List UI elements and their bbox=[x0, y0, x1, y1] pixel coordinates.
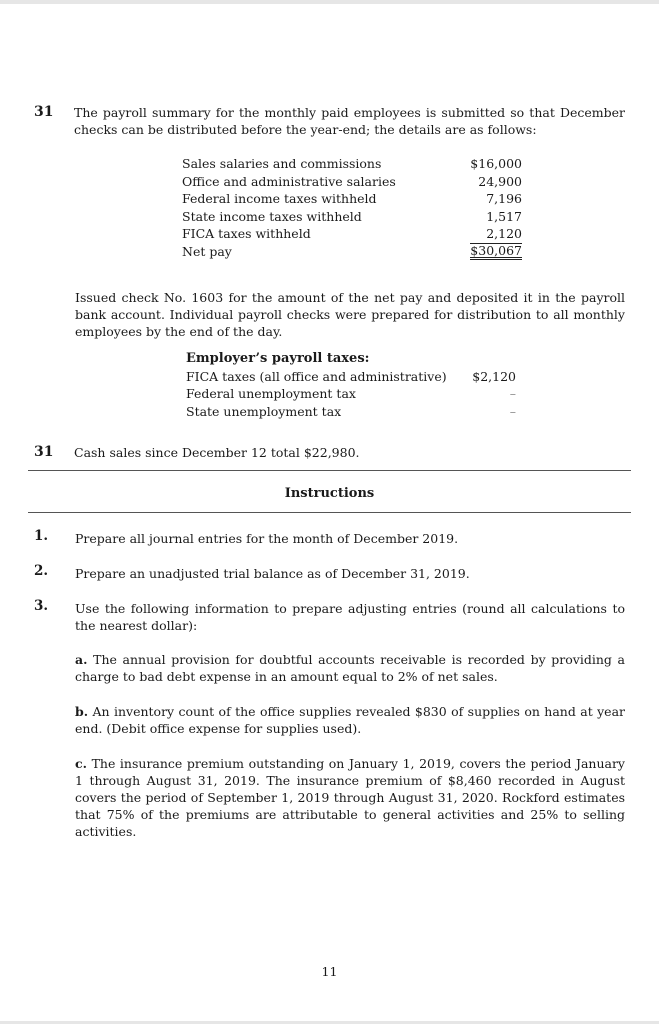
row-amount: $16,000 bbox=[470, 156, 522, 171]
instruction-number: 3. bbox=[34, 598, 49, 614]
instructions-title: Instructions bbox=[284, 486, 375, 501]
entry-paragraph: Issued check No. 1603 for the amount of the net pay and deposited it in the payroll bank account. Individual payroll checks were prepared for distribution to all monthly employees by the end of the day. bbox=[75, 290, 625, 339]
table-row bbox=[186, 385, 516, 403]
instruction-text: Use the following information to prepare adjusting entries (round all calculations to the nearest dollar): bbox=[75, 601, 625, 633]
table-row bbox=[186, 368, 516, 386]
row-label: FICA taxes withheld bbox=[182, 226, 311, 241]
table-row bbox=[182, 190, 522, 208]
row-label: Federal unemployment tax bbox=[186, 386, 356, 401]
row-label: Net pay bbox=[182, 243, 232, 259]
sub-item-letter: b. bbox=[75, 704, 89, 719]
table-row bbox=[182, 155, 522, 173]
table-row bbox=[186, 403, 516, 421]
instruction-number: 1. bbox=[34, 528, 49, 544]
row-amount: 2,120 bbox=[486, 226, 522, 241]
sub-item-b bbox=[75, 703, 625, 737]
sub-item-text: The insurance premium outstanding on January 1, 2019, covers the period January 1 through August 31, 2019. The insurance premium of $8,460 recorded in August covers the period of September 1, 2019 through August 31, 2020. Rockford estimates that 75% of the premiums are attributable to general activities and 25% to selling activities. bbox=[75, 756, 625, 839]
entry-day: 31 bbox=[34, 444, 54, 460]
row-label: Office and administrative salaries bbox=[182, 173, 396, 189]
row-label: Federal income taxes withheld bbox=[182, 191, 377, 206]
row-amount: – bbox=[509, 386, 516, 401]
sub-item-c bbox=[75, 755, 625, 840]
entry-description: Cash sales since December 12 total $22,980. bbox=[74, 445, 360, 460]
table-row-total bbox=[182, 243, 522, 261]
row-label: State unemployment tax bbox=[186, 403, 342, 419]
row-amount: 1,517 bbox=[486, 208, 522, 224]
divider bbox=[28, 512, 631, 513]
table-row bbox=[182, 225, 522, 243]
table-row bbox=[182, 173, 522, 191]
instruction-text: Prepare an unadjusted trial balance as of December 31, 2019. bbox=[75, 566, 470, 581]
entry-day: 31 bbox=[34, 104, 54, 120]
employer-taxes-title: Employer’s payroll taxes: bbox=[186, 351, 370, 366]
sub-item-letter: a. bbox=[75, 652, 88, 667]
journal-entry-payroll bbox=[34, 104, 625, 144]
divider bbox=[28, 470, 631, 471]
row-amount: $2,120 bbox=[472, 368, 516, 384]
payroll-summary-table bbox=[182, 155, 522, 260]
sub-item-letter: c. bbox=[75, 756, 87, 771]
instruction-text: Prepare all journal entries for the month of December 2019. bbox=[75, 531, 459, 546]
table-row bbox=[182, 208, 522, 226]
row-amount-total: $30,067 bbox=[470, 243, 522, 261]
sub-item-text: The annual provision for doubtful accounts receivable is recorded by providing a charge to bad debt expense in an amount equal to 2% of net sales. bbox=[75, 652, 625, 684]
row-label: FICA taxes (all office and administrative) bbox=[186, 368, 447, 384]
row-amount: – bbox=[509, 403, 516, 419]
row-amount: 24,900 bbox=[478, 173, 522, 189]
instruction-number: 2. bbox=[34, 563, 49, 579]
entry-description: The payroll summary for the monthly paid employees is submitted so that December checks can be distributed before the year-end; the details are as follows: bbox=[74, 105, 625, 137]
row-amount: 7,196 bbox=[486, 191, 522, 206]
page-number: 11 bbox=[321, 964, 338, 979]
sub-item-text: An inventory count of the office supplies revealed $830 of supplies on hand at year end. (Debit office expense for supplies used). bbox=[75, 704, 625, 736]
employer-payroll-taxes bbox=[186, 350, 516, 420]
sub-item-a bbox=[75, 651, 625, 685]
row-label: State income taxes withheld bbox=[182, 208, 362, 224]
journal-entry-cash-sales bbox=[34, 444, 625, 464]
row-label: Sales salaries and commissions bbox=[182, 156, 382, 171]
